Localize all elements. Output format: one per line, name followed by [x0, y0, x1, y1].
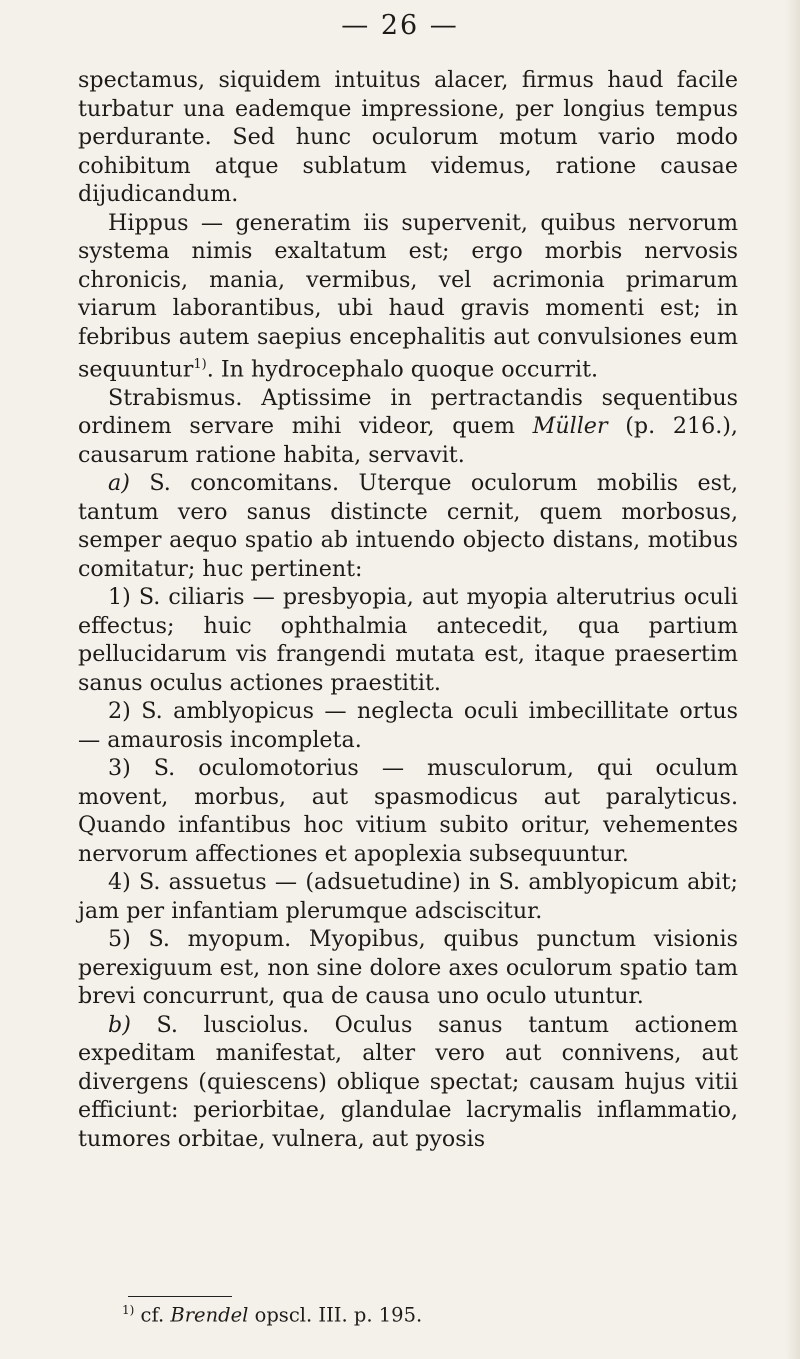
paragraph-text: . In hydrocephalo quoque occurrit.	[206, 356, 599, 383]
paragraph-amblyopicus: 2) S. amblyopicus — neglecta oculi imbecillitate ortus — amaurosis incompleta.	[78, 698, 738, 753]
footnote	[122, 1303, 422, 1327]
paragraph-concomitans	[78, 469, 738, 583]
paragraph: spectamus, siquidem intuitus alacer, firmus haud facile turbatur una eademque impressione, per longius tempus perdurante. Sed hunc oculorum motum vario modo cohibitum atque sublatum videmus, ratione causae dijudicandum.	[78, 67, 738, 207]
footnote-divider	[128, 1296, 232, 1297]
item-label: a)	[108, 470, 130, 497]
paragraph-text: Strabismus. Aptissime in pertractandis sequentibus ordinem servare mihi videor, quem	[78, 384, 738, 440]
author-name: Müller	[532, 413, 608, 440]
paragraph-text: Hippus — generatim iis supervenit, quibus nervorum systema nimis exaltatum est; ergo morbis nervosis chronicis, mania, vermibus, vel acrimonia primarum viarum laborantibus, ubi haud gravis momenti est; in febribus autem saepius encephalitis aut convulsiones eum sequuntur	[78, 209, 738, 383]
footnote-ref[interactable]: 1)	[193, 357, 207, 372]
footnote-mark: 1)	[122, 1303, 135, 1317]
paragraph-oculomotorius: 3) S. oculomotorius — musculorum, qui oculum movent, morbus, aut spasmodicus aut paralyticus. Quando infantibus hoc vitium subito oritur, vehementes nervorum affectiones et apoplexia subsequuntur.	[78, 755, 738, 867]
footnote-author: Brendel	[170, 1303, 249, 1327]
item-label: b)	[108, 1011, 131, 1038]
page-edge	[786, 0, 800, 1359]
paragraph-myopum: 5) S. myopum. Myopibus, quibus punctum visionis perexiguum est, non sine dolore axes oculorum spatio tam brevi concurrunt, qua de causa uno oculo utuntur.	[78, 926, 738, 1010]
page-number: — 26 —	[341, 10, 459, 41]
body-text	[78, 66, 738, 1153]
paragraph-text: S. lusciolus. Oculus sanus tantum actionem expeditam manifestat, alter vero aut connivens, aut divergens (quiescens) oblique spectat; causam hujus vitii efficiunt: periorbitae, glandulae lacrymalis inflammatio, tumores orbitae, vulnera, aut pyosis	[78, 1011, 738, 1152]
footnote-text: cf.	[134, 1303, 171, 1327]
paragraph-ciliaris: 1) S. ciliaris — presbyopia, aut myopia alterutrius oculi effectus; huic ophthalmia antecedit, qua partium pellucidarum vis frangendi mutata est, itaque praesertim sanus oculus actiones praestitit.	[78, 584, 738, 696]
paragraph-strabismus	[78, 384, 738, 470]
paragraph-text: (p. 216.), causarum ratione habita, servavit.	[78, 413, 738, 468]
footnote-text: opscl. III. p. 195.	[248, 1303, 423, 1327]
paragraph-assuetus: 4) S. assuetus — (adsuetudine) in S. amblyopicum abit; jam per infantiam plerumque adsciscitur.	[78, 869, 738, 924]
paragraph-hippus	[78, 209, 738, 384]
paragraph-lusciolus	[78, 1011, 738, 1154]
paragraph-text: S. concomitans. Uterque oculorum mobilis est, tantum vero sanus distincte cernit, quem morbosus, semper aequo spatio ab intuendo objecto distans, motibus comitatur; huc pertinent:	[78, 470, 738, 582]
